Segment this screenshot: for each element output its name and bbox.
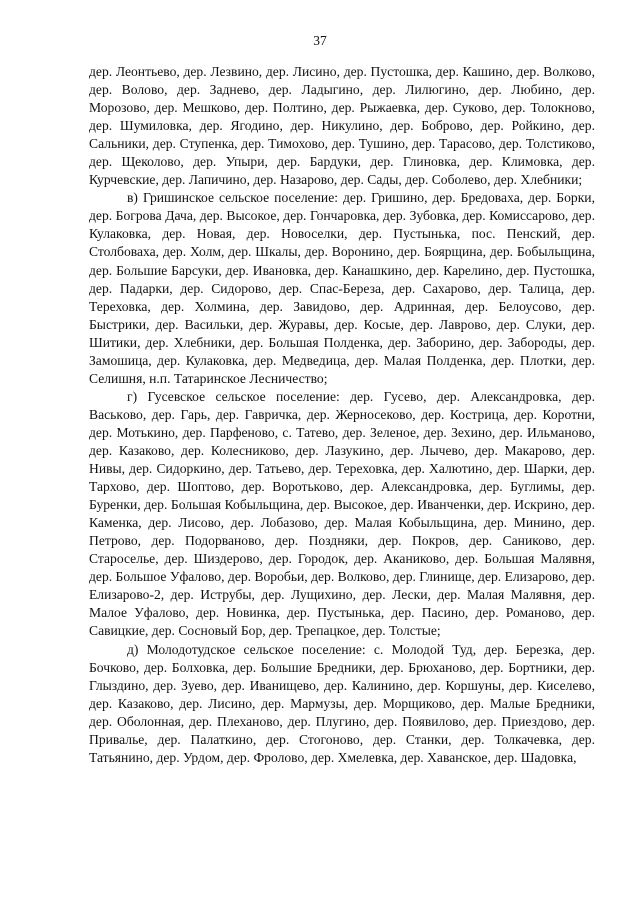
paragraph-continuation: дер. Леонтьево, дер. Лезвино, дер. Лисино, дер. Пустошка, дер. Кашино, дер. Волково, дер. Волово, дер. Заднево, дер. Ладыгино, дер. Лилюгино, дер. Любино, дер. Морозово, дер. Мешково, дер. Полтино, дер. Рыжаевка, дер. Суково, дер. Толокново, дер. Шумиловка, дер. Ягодино, дер. Никулино, дер. Боброво, дер. Ройкино, дер. Сальники, дер. Ступенка, дер. Тимохово, дер. Тушино, дер. Тарасово, дер. Толстиково, дер. Щеколово, дер. Упыри, дер. Бардуки, дер. Глиновка, дер. Климовка, дер. Курчевские, дер. Лапичино, дер. Назарово, дер. Сады, дер. Соболево, дер. Хлебники; xyxy=(89,64,595,188)
paragraph-molodotudskoe: д) Молодотудское сельское поселение: с. Молодой Туд, дер. Березка, дер. Бочково, дер. Болховка, дер. Большие Бредники, дер. Брюханово, дер. Бортники, дер. Глыздино, дер. Зуево, дер. Иванищево, дер. Калинино, дер. Коршуны, дер. Киселево, дер. Казаково, дер. Лисино, дер. Мармузы, дер. Морщиково, дер. Малые Бредники, дер. Оболонная, дер. Плеханово, дер. Плугино, дер. Появилово, дер. Приездово, дер. Привалье, дер. Палаткино, дер. Стогоново, дер. Станки, дер. Толкачевка, дер. Татьянино, дер. Урдом, дер. Фролово, дер. Хмелевка, дер. Хаванское, дер. Шадовка, xyxy=(89,641,595,765)
paragraph-gusevskoe: г) Гусевское сельское поселение: дер. Гусево, дер. Александровка, дер. Васькoво, дер. Гарь, дер. Гавричка, дер. Жерносеково, дер. Кострица, дер. Коротни, дер. Мотькино, дер. Парфеново, с. Татево, дер. Зеленое, дер. Зехино, дер. Ильманово, дер. Казаково, дер. Колесниково, дер. Лазукино, дер. Лычево, дер. Макарово, дер. Нивы, дер. Сидоркино, дер. Татьево, дер. Тереховка, дер. Халютино, дер. Шарки, дер. Тархово, дер. Шоптово, дер. Воротьково, дер. Александровка, дер. Буглимы, дер. Буренки, дер. Большая Кобыльщина, дер. Высокое, дер. Иванченки, дер. Искрино, дер. Каменка, дер. Лисово, дер. Лобазово, дер. Малая Кобыльщина, дер. Минино, дер. Петрово, дер. Подорваново, дер. Поздняки, дер. Покров, дер. Саниково, дер. Староселье, дер. Шиздерово, дер. Городок, дер. Аканиково, дер. Большая Малявня, дер. Большое Уфалово, дер. Воробьи, дер. Волково, дер. Глинище, дер. Елизарово, дер. Елизарово-2, дер. Иструбы, дер. Лущихино, дер. Лески, дер. Малая Малявня, дер. Малое Уфалово, дер. Новинка, дер. Пустынька, дер. Пасино, дер. Романово, дер. Савицкие, дер. Сосновый Бор, дер. Трепацкое, дер. Толстые; xyxy=(89,388,595,639)
document-body xyxy=(89,63,595,767)
paragraph-grishinskoe: в) Гришинское сельское поселение: дер. Гришино, дер. Бредоваха, дер. Борки, дер. Богрова Дача, дер. Высокое, дер. Гончаровка, дер. Зубовка, дер. Комиссарово, дер. Кулаковка, дер. Новая, дер. Новоселки, дер. Пустынька, пос. Пенский, дер. Столбоваха, дер. Холм, дер. Шкалы, дер. Воронино, дер. Боярщина, дер. Бобыльщина, дер. Большие Барсуки, дер. Ивановка, дер. Канашкино, дер. Карелино, дер. Пустошка, дер. Падарки, дер. Сидорово, дер. Спас-Береза, дер. Сахарово, дер. Талица, дер. Тереховка, дер. Холмина, дер. Завидово, дер. Адринная, дер. Белоусово, дер. Быстрики, дер. Васильки, дер. Журавы, дер. Косые, дер. Лаврово, дер. Слуки, дер. Шитики, дер. Хлебники, дер. Большая Полденка, дер. Заборино, дер. Забороды, дер. Замошица, дер. Кулаковка, дер. Медведица, дер. Малая Полденка, дер. Плотки, дер. Селишня, н.п. Татаринское Лесничество; xyxy=(89,190,595,386)
page-number: 37 xyxy=(313,33,327,48)
